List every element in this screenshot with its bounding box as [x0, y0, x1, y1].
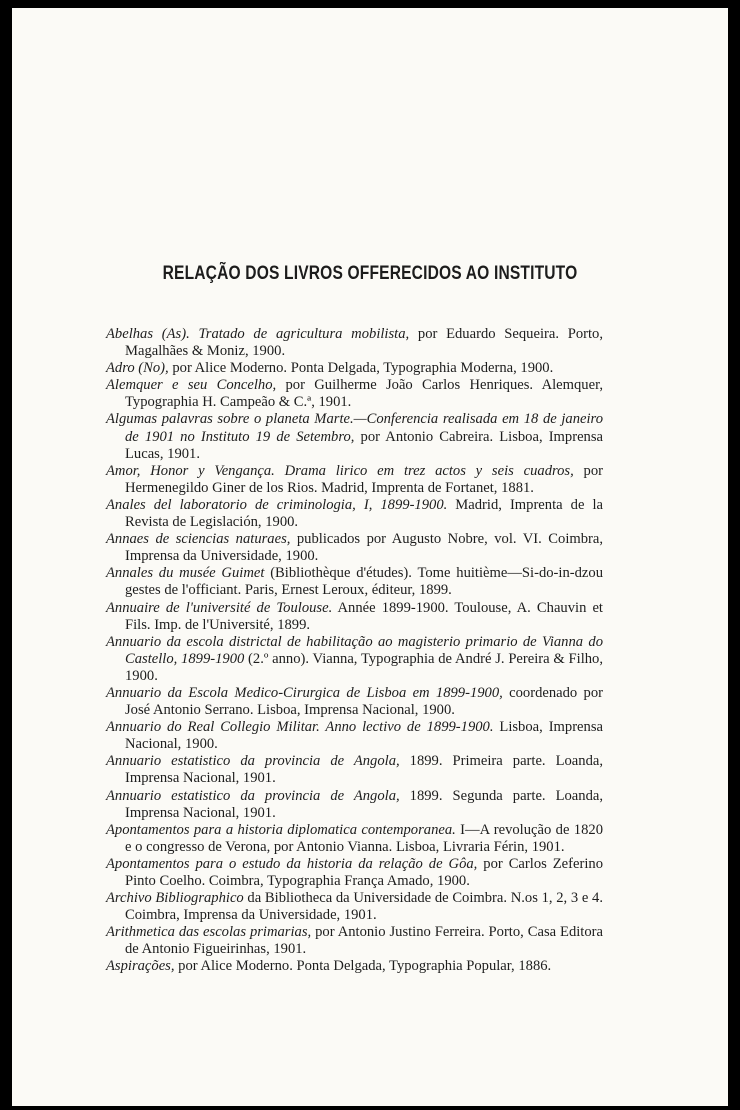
- list-item: [106, 497, 603, 531]
- entry-title: Annuario da escola districtal de habilitação ao magisterio primario de Vianna do Castello, 1899-1900: [106, 633, 603, 667]
- entry-title: Arithmetica das escolas primarias,: [106, 924, 312, 941]
- entry-title: Archivo Bibliographico: [106, 890, 244, 907]
- list-item: [106, 360, 603, 377]
- entry-title: Alemquer e seu Concelho,: [106, 377, 277, 394]
- entry-title: Annuario da Escola Medico-Cirurgica de Lisboa em 1899-1900,: [106, 684, 503, 701]
- entry-details: por Alice Moderno. Ponta Delgada, Typographia Popular, 1886.: [174, 958, 552, 975]
- list-item: [106, 856, 603, 890]
- entry-title: Annuario estatistico da provincia de Angola,: [106, 787, 400, 804]
- entry-details: publicados por Augusto Nobre, vol. VI. Coimbra, Imprensa da Universidade, 1900.: [125, 531, 604, 565]
- entry-details: coordenado por José Antonio Serrano. Lisboa, Imprensa Nacional, 1900.: [125, 684, 603, 719]
- book-list: [106, 326, 603, 976]
- document-page: [12, 8, 728, 1106]
- entry-title: Anales del laboratorio de criminologia, I, 1899-1900.: [106, 496, 448, 513]
- entry-title: Algumas palavras sobre o planeta Marte.—Conferencia realisada em 18 de janeiro de 1901 no Instituto 19 de Setembro,: [106, 411, 603, 445]
- entry-details: por Antonio Justino Ferreira. Porto, Casa Editora de Antonio Figueirinhas, 1901.: [125, 924, 603, 958]
- entry-title: Annuario estatistico da provincia de Angola,: [106, 753, 400, 770]
- entry-title: Apontamentos para a historia diplomatica contemporanea.: [106, 821, 456, 838]
- entry-details: I—A revolução de 1820 e o congresso de Verona, por Antonio Vianna. Lisboa, Livraria Férin, 1901.: [125, 821, 603, 855]
- entry-title: Aspirações,: [106, 958, 175, 975]
- entry-details: Année 1899-1900. Toulouse, A. Chauvin et Fils. Imp. de l'Université, 1899.: [125, 599, 603, 633]
- entry-title: Amor, Honor y Vengança. Drama lirico em trez actos y seis cuadros,: [106, 462, 574, 479]
- entry-title: Apontamentos para o estudo da historia da relação de Gôa,: [106, 855, 478, 872]
- list-item: [106, 685, 603, 719]
- list-item: [106, 377, 603, 411]
- entry-details: por Alice Moderno. Ponta Delgada, Typographia Moderna, 1900.: [168, 360, 554, 377]
- list-item: [106, 411, 603, 462]
- entry-details: por Carlos Zeferino Pinto Coelho. Coimbra, Typographia França Amado, 1900.: [125, 855, 603, 889]
- entry-title: Adro (No),: [106, 360, 169, 377]
- entry-details: (Bibliothèque d'études). Tome huitième—Si-do-in-dzou gestes de l'officiant. Paris, Ernest Leroux, éditeur, 1899.: [125, 565, 603, 599]
- entry-details: da Bibliotheca da Universidade de Coimbra. N.os 1, 2, 3 e 4. Coimbra, Imprensa da Universidade, 1901.: [125, 890, 604, 924]
- entry-details: Madrid, Imprenta de la Revista de Legislación, 1900.: [125, 496, 603, 531]
- list-item: [106, 531, 603, 565]
- list-item: [106, 890, 603, 924]
- page-title: RELAÇÃO DOS LIVROS OFFERECIDOS AO INSTITUTO: [162, 263, 578, 284]
- entry-details: 1899. Segunda parte. Loanda, Imprensa Nacional, 1901.: [125, 787, 603, 821]
- entry-details: por Hermenegildo Giner de los Rios. Madrid, Imprenta de Fortanet, 1881.: [125, 462, 603, 496]
- list-item: [106, 634, 603, 685]
- entry-title: Annuaire de l'université de Toulouse.: [106, 599, 333, 616]
- entry-details: por Eduardo Sequeira. Porto, Magalhães & Moniz, 1900.: [125, 326, 603, 360]
- entry-details: Lisboa, Imprensa Nacional, 1900.: [125, 719, 603, 753]
- list-item: [106, 326, 603, 360]
- list-item: [106, 822, 603, 856]
- list-item: [106, 600, 603, 634]
- list-item: [106, 958, 603, 975]
- entry-title: Abelhas (As). Tratado de agricultura mobilista,: [106, 326, 410, 342]
- list-item: [106, 565, 603, 599]
- list-item: [106, 788, 603, 822]
- entry-title: Annales du musée Guimet: [106, 565, 265, 582]
- entry-title: Annuario do Real Collegio Militar. Anno lectivo de 1899-1900.: [106, 719, 494, 736]
- list-item: [106, 463, 603, 497]
- list-item: [106, 719, 603, 753]
- entry-title: Annaes de sciencias naturaes,: [106, 531, 291, 548]
- entry-details: (2.º anno). Vianna, Typographia de André J. Pereira & Filho, 1900.: [125, 650, 603, 684]
- entry-details: 1899. Primeira parte. Loanda, Imprensa Nacional, 1901.: [125, 753, 603, 787]
- entry-details: por Guilherme João Carlos Henriques. Alemquer, Typographia H. Campeão & C.ª, 1901.: [125, 377, 603, 411]
- list-item: [106, 924, 603, 958]
- entry-details: por Antonio Cabreira. Lisboa, Imprensa Lucas, 1901.: [125, 428, 603, 462]
- list-item: [106, 753, 603, 787]
